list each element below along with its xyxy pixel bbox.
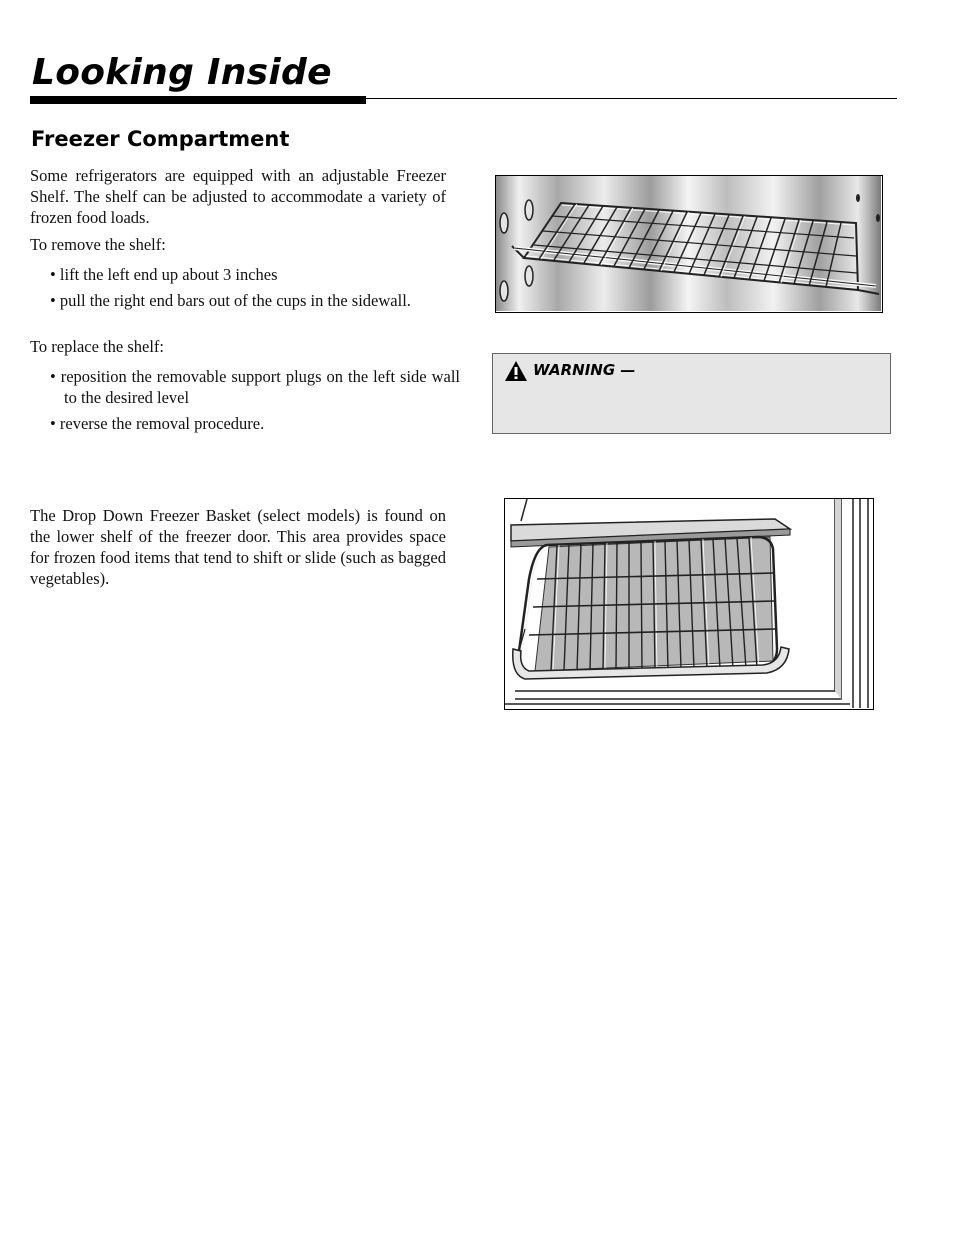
freezer-basket-illustration — [504, 498, 874, 710]
replace-shelf-heading: To replace the shelf: — [30, 337, 164, 356]
warning-label: WARNING — — [533, 361, 636, 379]
title-rule-thin — [366, 98, 897, 99]
freezer-shelf-intro: Some refrigerators are equipped with an adjustable Freezer Shelf. The shelf can be adjusted to accommodate a variety of frozen food loads. — [30, 166, 446, 227]
warning-box — [492, 353, 891, 434]
remove-shelf-heading: To remove the shelf: — [30, 235, 166, 254]
freezer-shelf-illustration — [495, 175, 883, 313]
remove-step-item: • pull the right end bars out of the cups in the sidewall. — [50, 291, 411, 310]
warning-triangle-icon — [504, 360, 528, 387]
section-heading: Freezer Compartment — [31, 127, 290, 151]
replace-step-item: • reposition the removable support plugs on the left side wall to the desired level — [50, 367, 460, 407]
title-rule-thick — [30, 96, 366, 104]
remove-step-item: • lift the left end up about 3 inches — [50, 265, 278, 284]
drop-down-basket-description: The Drop Down Freezer Basket (select models) is found on the lower shelf of the freezer door. This area provides space for frozen food items that tend to shift or slide (such as bagged vegetables). — [30, 506, 446, 588]
page-title: Looking Inside — [32, 52, 332, 93]
replace-step-item: • reverse the removal procedure. — [50, 414, 265, 433]
